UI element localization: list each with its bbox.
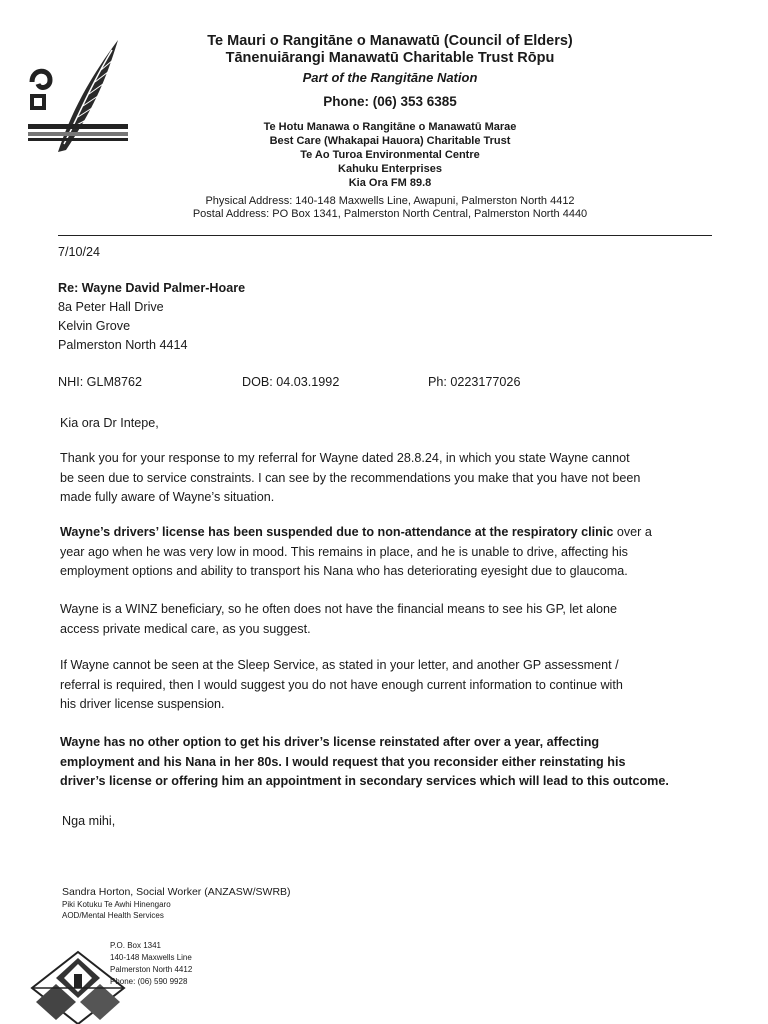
footer-address-line: Palmerston North 4412 — [110, 965, 193, 974]
footer-address-line: Phone: (06) 590 9928 — [110, 977, 188, 986]
paragraph-line: employment and his Nana in her 80s. I would request that you reconsider either reinstating his — [60, 754, 626, 769]
org-title-line1: Te Mauri o Rangitāne o Manawatū (Council of Elders) — [207, 33, 573, 49]
paragraph-text: over a — [613, 525, 652, 539]
address-block — [130, 195, 650, 221]
paragraph-winz — [60, 600, 617, 639]
paragraph-line: made fully aware of Wayne’s situation. — [60, 490, 275, 504]
footer-address — [110, 940, 192, 988]
address-line: 8a Peter Hall Drive — [58, 300, 164, 314]
org-subtitle: Part of the Rangitāne Nation — [302, 70, 478, 85]
paragraph-license — [60, 523, 652, 582]
footer-address-line: P.O. Box 1341 — [110, 941, 161, 950]
paragraph-line: If Wayne cannot be seen at the Sleep Service, as stated in your letter, and another GP assessment / — [60, 658, 619, 672]
paragraph-line: employment options and ability to transport his Nana who has deteriorating eyesight due to glaucoma. — [60, 564, 628, 578]
org-title-line2: Tānenuiārangi Manawatū Charitable Trust Rōpu — [225, 50, 555, 66]
patient-phone: Ph: 0223177026 — [428, 375, 521, 389]
paragraph-line: Wayne has no other option to get his driver’s license reinstated after over a year, affecting — [60, 735, 600, 749]
paragraph-line: driver’s license or offering him an appointment in secondary services which will lead to this outcome. — [60, 774, 669, 788]
organisation-list — [130, 120, 650, 190]
letter-date: 7/10/24 — [58, 245, 101, 259]
postal-address: Postal Address: PO Box 1341, Palmerston North Central, Palmerston North 4440 — [192, 208, 588, 220]
paragraph-sleep-service — [60, 656, 623, 715]
organisation-item: Kia Ora FM 89.8 — [348, 177, 432, 189]
header-divider — [58, 235, 712, 236]
closing: Nga mihi, — [62, 814, 116, 828]
nhi-number: NHI: GLM8762 — [58, 375, 142, 389]
paragraph-line — [60, 523, 652, 543]
signatory-service: Piki Kotuku Te Awhi Hinengaro — [62, 900, 171, 909]
greeting: Kia ora Dr Intepe, — [60, 416, 159, 430]
organisation-item: Te Ao Turoa Environmental Centre — [300, 149, 480, 161]
signature-block — [62, 885, 291, 921]
org-phone: Phone: (06) 353 6385 — [323, 94, 457, 109]
paragraph-line: Thank you for your response to my referral for Wayne dated 28.8.24, in which you state Wayne cannot — [60, 451, 630, 465]
feather-logo-icon — [28, 32, 128, 162]
footer-address-line: 140-148 Maxwells Line — [110, 953, 192, 962]
re-line: Re: Wayne David Palmer-Hoare — [58, 281, 246, 295]
signatory-name: Sandra Horton, Social Worker (ANZASW/SWRB) — [62, 886, 291, 898]
paragraph-request — [60, 733, 669, 792]
address-line: Kelvin Grove — [58, 319, 131, 333]
organisation-item: Kahuku Enterprises — [338, 163, 442, 175]
paragraph-line: his driver license suspension. — [60, 697, 225, 711]
paragraph-line: referral is required, then I would suggest you do not have enough current information to continue with — [60, 677, 623, 692]
date-of-birth: DOB: 04.03.1992 — [242, 375, 340, 389]
physical-address: Physical Address: 140-148 Maxwells Line, Awapuni, Palmerston North 4412 — [205, 195, 575, 207]
signatory-department: AOD/Mental Health Services — [62, 911, 164, 920]
paragraph-line: Wayne is a WINZ beneficiary, so he often does not have the financial means to see his GP, let alone — [60, 602, 617, 616]
bold-statement: Wayne’s drivers’ license has been suspended due to non-attendance at the respiratory clinic — [60, 525, 614, 539]
organisation-item: Best Care (Whakapai Hauora) Charitable Trust — [269, 135, 511, 147]
paragraph-line: year ago when he was very low in mood. This remains in place, and he is unable to drive, affecting his — [60, 544, 628, 559]
paragraph-response — [60, 449, 640, 508]
address-line: Palmerston North 4414 — [58, 338, 188, 352]
organisation-item: Te Hotu Manawa o Rangitāne o Manawatū Marae — [263, 121, 517, 133]
paragraph-line: be seen due to service constraints. I can see by the recommendations you make that you have not been — [60, 470, 641, 485]
paragraph-line: access private medical care, as you suggest. — [60, 621, 311, 636]
